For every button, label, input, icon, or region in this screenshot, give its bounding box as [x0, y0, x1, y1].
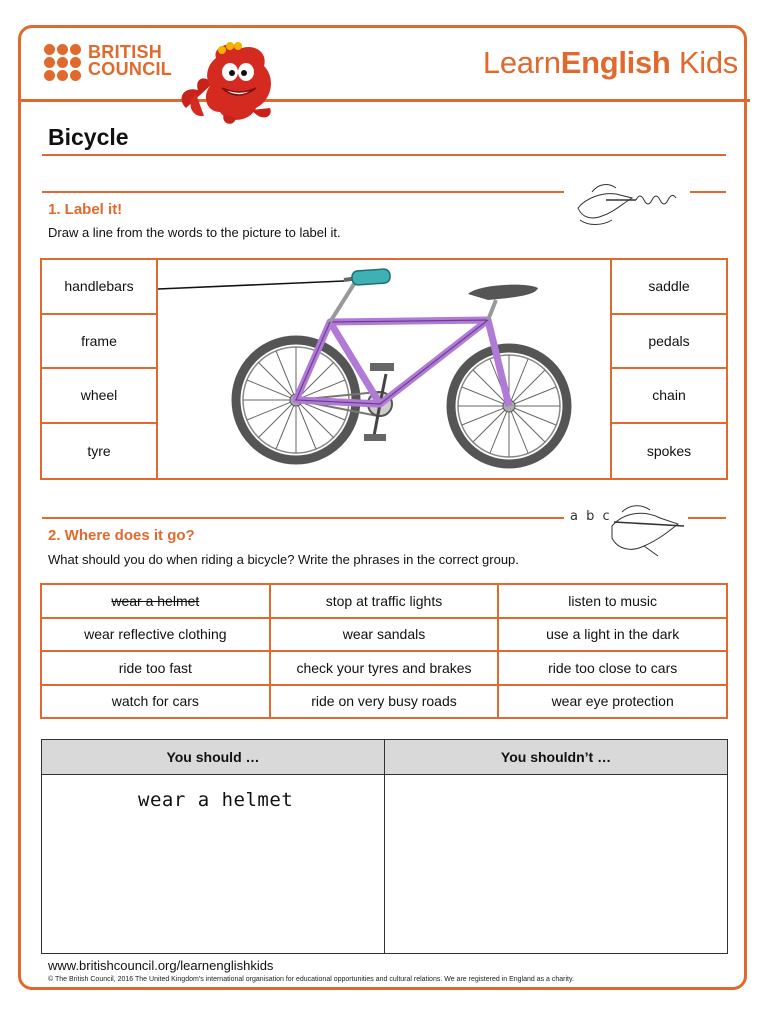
- page-title: Bicycle: [48, 124, 129, 150]
- section2-heading: 2. Where does it go?: [48, 527, 195, 544]
- phrase-struck: wear a helmet: [111, 592, 200, 609]
- british-council-wordmark: BRITISH COUNCIL: [88, 42, 173, 79]
- section1-heading: 1. Label it!: [48, 201, 123, 218]
- table-row: [41, 584, 727, 618]
- you-should-answer-area[interactable]: [42, 775, 385, 954]
- header-divider: [18, 99, 750, 102]
- section1-rule-right: [690, 191, 726, 193]
- phrase-cell: wear sandals: [270, 618, 499, 652]
- footer-url: www.britishcouncil.org/learnenglishkids: [48, 958, 274, 973]
- bicycle-picture: [158, 260, 612, 478]
- section2-instruction: What should you do when riding a bicycle? Write the phrases in the correct group.: [48, 552, 519, 567]
- word-tyre: tyre: [87, 442, 111, 459]
- title-underline: [42, 154, 726, 156]
- phrase-cell: stop at traffic lights: [270, 584, 499, 618]
- learnenglish-kids-wordmark: LearnEnglish Kids: [482, 45, 738, 80]
- phrase-cell: wear eye protection: [498, 685, 727, 719]
- footer-copyright: © The British Council, 2016 The United Kingdom’s international organisation for educational opportunities and cultural relations. We are registered in England as a charity.: [48, 976, 574, 983]
- right-word-column: [610, 260, 726, 478]
- word-chain: chain: [612, 369, 726, 424]
- section2-rule-left: [42, 517, 564, 519]
- monster-mascot-icon: [176, 38, 286, 130]
- you-shouldnt-header: You shouldn’t …: [385, 740, 728, 775]
- section2-rule-right: [688, 517, 726, 519]
- groups-table: [41, 739, 728, 954]
- phrase-cell: listen to music: [498, 584, 727, 618]
- word-frame: frame: [42, 315, 156, 370]
- word-saddle: saddle: [612, 260, 726, 315]
- phrase-cell: ride too fast: [41, 651, 270, 685]
- word-spokes: spokes: [646, 442, 692, 459]
- left-word-column: [42, 260, 158, 478]
- word-wheel: wheel: [42, 369, 156, 424]
- answer-line: [158, 281, 344, 289]
- phrase-cell: wear reflective clothing: [41, 618, 270, 652]
- section1-rule-left: [42, 191, 564, 193]
- writing-hand-abc-icon: [604, 502, 686, 558]
- phrase-cell: watch for cars: [41, 685, 270, 719]
- table-header-row: [42, 740, 728, 775]
- phrases-table: [40, 583, 728, 719]
- label-it-table: [40, 258, 728, 480]
- section1-instruction: Draw a line from the words to the picture to label it.: [48, 225, 341, 240]
- word-handlebars: handlebars: [42, 260, 156, 315]
- phrase-cell: check your tyres and brakes: [270, 651, 499, 685]
- table-row: [42, 775, 728, 954]
- you-should-header: You should …: [42, 740, 385, 775]
- you-shouldnt-answer-area[interactable]: [385, 775, 728, 954]
- abc-letters: a b c: [570, 509, 612, 524]
- table-row: [41, 618, 727, 652]
- phrase-cell: use a light in the dark: [498, 618, 727, 652]
- phrase-cell: ride too close to cars: [498, 651, 727, 685]
- table-row: [41, 685, 727, 719]
- phrase-cell: [41, 584, 270, 618]
- table-row: [41, 651, 727, 685]
- writing-hand-icon: [572, 178, 686, 230]
- word-pedals: pedals: [612, 315, 726, 370]
- british-council-logo-icon: [44, 44, 84, 80]
- handwritten-answer: wear a helmet: [138, 789, 294, 811]
- phrase-cell: ride on very busy roads: [270, 685, 499, 719]
